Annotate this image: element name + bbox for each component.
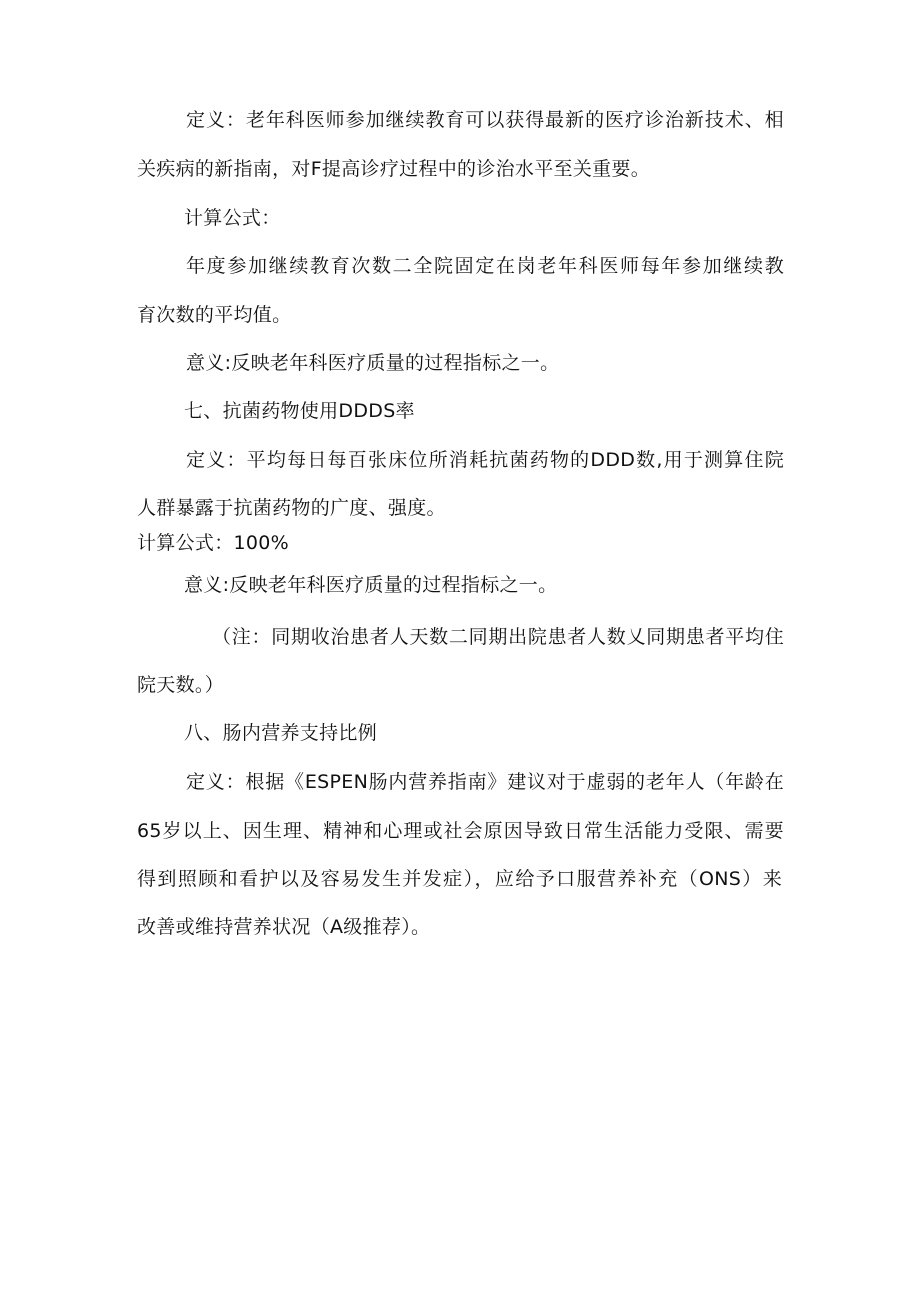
paragraph-line: 定义：根据《ESPEN肠内营养指南》建议对于虚弱的老年人（年龄在 [186, 771, 784, 793]
paragraph-line: 意义:反映老年科医疗质量的过程指标之一。 [184, 574, 558, 596]
note-line: （注：同期收治患者人天数二同期出院患者人数乂同期患者平均住 [212, 626, 784, 648]
paragraph-line: 定义：平均每日每百张床位所消耗抗菌药物的DDD数,用于测算住院 [186, 449, 784, 471]
paragraph-line: 改善或维持营养状况（A级推荐）。 [137, 916, 431, 938]
paragraph-line: 关疾病的新指南，对F提高诊疗过程中的诊治水平至关重要。 [137, 158, 651, 180]
section-heading: 七、抗菌药物使用DDDS率 [184, 400, 415, 422]
paragraph-line: 得到照顾和看护以及容易发生并发症），应给予口服营养补充（ONS）来 [137, 868, 782, 890]
paragraph-line: 年度参加继续教育次数二全院固定在岗老年科医师每年参加继续教 [186, 255, 784, 277]
paragraph-line: 65岁以上、因生理、精神和心理或社会原因导致日常生活能力受限、需要 [137, 820, 784, 842]
note-line: 院天数。） [137, 674, 225, 696]
paragraph-line: 计算公式：100% [137, 532, 290, 554]
paragraph-line: 定义：老年科医师参加继续教育可以获得最新的医疗诊治新技术、相 [186, 109, 784, 131]
paragraph-line: 意义:反映老年科医疗质量的过程指标之一。 [186, 352, 560, 374]
paragraph-line: 人群暴露于抗菌药物的广度、强度。 [137, 497, 446, 519]
paragraph-line: 育次数的平均值。 [137, 304, 292, 326]
section-heading: 八、肠内营养支持比例 [184, 722, 378, 744]
paragraph-line: 计算公式： [184, 207, 281, 229]
